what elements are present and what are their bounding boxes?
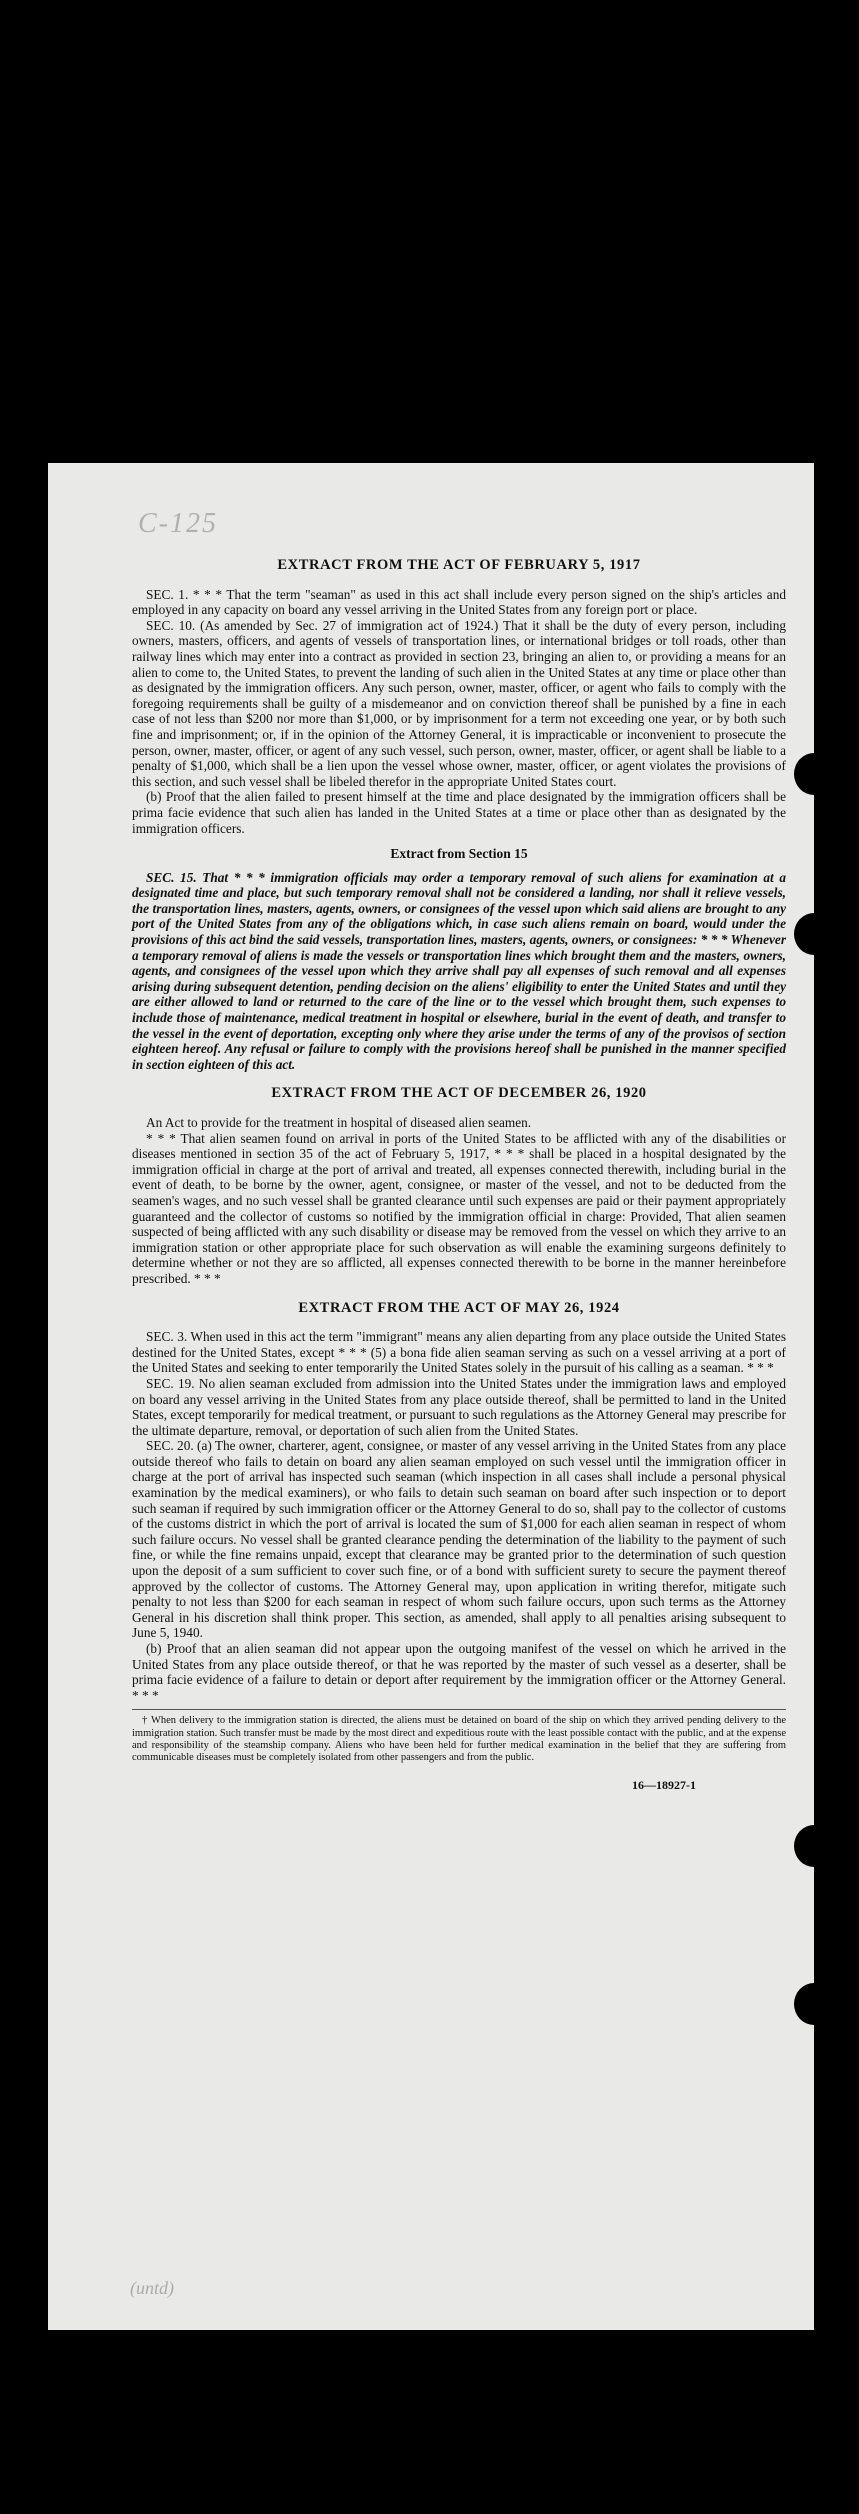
paragraph-sec-19: SEC. 19. No alien seaman excluded from admission into the United States under the immigration laws and employed on board any vessel arriving in the United States from any place outside thereof, shall be permitted to land in the United States, except temporarily for medical treatment, or pursuant to such regulations as the Attorney General may prescribe for the ultimate departure, removal, or deportation of such alien from the United States. (132, 1375, 786, 1438)
document-page (48, 463, 814, 2330)
footnote-text: † When delivery to the immigration station is directed, the aliens must be detained on board of the ship on which they arrived pending delivery to the immigration station. Such transfer must be made by the most direct and expeditious route with the least possible contact with the public, and at the expense and responsibility of the steamship company. Aliens who have been held for further medical examination in the belief that they are suffering from communicable diseases must be completely isolated from other passengers and from the public. (132, 1715, 786, 1763)
paragraph-sec-20-a: SEC. 20. (a) The owner, charterer, agent, consignee, or master of any vessel arriving in the United States from any place outside thereof who fails to detain on board any alien seaman employed on such vessel until the immigration officer in charge at the port of arrival has inspected such seaman (which inspection in all cases shall include a personal physical examination by the medical examiners), or who fails to detain such seaman on board after such inspection or to deport such seaman if required by such immigration officer or the Attorney General to do so, shall pay to the collector of customs of the customs district in which the port of arrival is located the sum of $1,000 for each alien seaman in respect of whom such failure occurs. No vessel shall be granted clearance pending the determination of the liability to the payment of such fine, or while the fine remains unpaid, except that clearance may be granted prior to the determination of such question upon the deposit of a sum sufficient to cover such fine, or of a bond with sufficient surety to secure the payment thereof approved by the collector of customs. The Attorney General may, upon application in writing therefor, mitigate such penalty to not less than $200 for each seaman in respect of whom such failure occurs, upon such terms as the Attorney General in his discretion shall think proper. This section, as amended, shall apply to all penalties arising subsequent to June 5, 1940. (132, 1438, 786, 1641)
subheading-section-15: Extract from Section 15 (390, 846, 528, 862)
paragraph-sec-3: SEC. 3. When used in this act the term "immigrant" means any alien departing from any place outside the United States destined for the United States, except * * * (5) a bona fide alien seaman serving as such on a vessel arriving at a port of the United States and seeking to enter temporarily the United States solely in the pursuit of his calling as a seaman. * * * (132, 1329, 786, 1376)
section-heading-1917: EXTRACT FROM THE ACT OF FEBRUARY 5, 1917 (277, 557, 641, 573)
footnote (132, 1709, 786, 1764)
paragraph-act-title-1920: An Act to provide for the treatment in hospital of diseased alien seamen. (146, 1115, 532, 1130)
paragraph-sec-15: SEC. 15. That * * * immigration officials may order a temporary removal of such aliens for examination at a designated time and place, but such temporary removal shall not be considered a landing, nor shall it relieve vessels, the transportation lines, masters, agents, owners, or consignees of the vessel upon which said aliens are brought to any port of the United States from any of the obligations which, in case such aliens remain on board, would under the provisions of this act bind the said vessels, transportation lines, masters, agents, owners, or consignees: * * * Whenever a temporary removal of aliens is made the vessels or transportation lines which brought them and the masters, owners, agents, and consignees of the vessel upon which they arrive shall pay all expenses of such removal and all expenses arising during subsequent detention, pending decision on the aliens' eligibility to enter the United States and until they are either allowed to land or returned to the care of the line or to the vessel which brought them, such expenses to include those of maintenance, medical treatment in hospital or elsewhere, burial in the event of death, and transfer to the vessel in the event of deportation, excepting only where they arise under the terms of any of the provisos of section eighteen hereof. Any refusal or failure to comply with the provisions hereof shall be punished in the manner specified in section eighteen of this act. (132, 869, 786, 1072)
paragraph-1920-body: * * * That alien seamen found on arrival in ports of the United States to be afflicted with any of the disabilities or diseases mentioned in section 35 of the act of February 5, 1917, * * * shall be placed in a hospital designated by the immigration official in charge at the port of arrival and treated, all expenses connected therewith, including burial in the event of death, to be borne by the owner, agent, consignee, or master of the vessel, and not to be deducted from the seamen's wages, and no such vessel shall be granted clearance until such expenses are paid or their payment appropriately guaranteed and the collector of customs so notified by the immigration official in charge: Provided, That alien seamen suspected of being afflicted with any such disability or disease may be removed from the vessel on which they arrive to an immigration station or other appropriate place for such observation as will enable the examining surgeons definitely to determine whether or not they are so afflicted, all expenses connected therewith to be borne in the manner hereinbefore prescribed. * * * (132, 1130, 786, 1286)
document-body (132, 558, 786, 1794)
punch-hole (794, 1983, 814, 2025)
handwritten-mark: C-125 (138, 508, 218, 539)
section-heading-1924: EXTRACT FROM THE ACT OF MAY 26, 1924 (298, 1299, 620, 1316)
form-number: 16—18927-1 (632, 1778, 696, 1793)
paragraph-sec-10-b: (b) Proof that the alien failed to present himself at the time and place designated by the immigration officers shall be prima facie evidence that such alien has landed in the United States at a time or place other than as designated by the immigration officers. (132, 789, 786, 836)
pencil-mark: (untd) (130, 2278, 174, 2298)
section-heading-1920: EXTRACT FROM THE ACT OF DECEMBER 26, 1920 (271, 1085, 647, 1102)
punch-hole (794, 753, 814, 795)
paragraph-sec-20-b: (b) Proof that an alien seaman did not appear upon the outgoing manifest of the vessel on which he arrived in the United States from any place outside thereof, or that he was reported by the master of such vessel as a deserter, shall be prima facie evidence of a failure to detain or deport after requirement by the immigration officer or the Attorney General. * * * (132, 1641, 786, 1703)
punch-hole (794, 1825, 814, 1867)
paragraph-sec-1: SEC. 1. * * * That the term "seaman" as used in this act shall include every person signed on the ship's articles and employed in any capacity on board any vessel arriving in the United States from any foreign port or place. (132, 586, 786, 618)
paragraph-sec-10: SEC. 10. (As amended by Sec. 27 of immigration act of 1924.) That it shall be the duty of every person, including owners, masters, officers, and agents of vessels of transportation lines, or international bridges or toll roads, other than railway lines which may enter into a contract as provided in section 23, bringing an alien to, or providing a means for an alien to come to, the United States, to prevent the landing of such alien in the United States at any time or place other than as designated by the immigration officers. Any such person, owner, master, officer, or agent who fails to comply with the foregoing requirements shall be guilty of a misdemeanor and on conviction thereof shall be punished by a fine in each case of not less than $200 nor more than $1,000, or by imprisonment for a term not exceeding one year, or by both such fine and imprisonment; or, if in the opinion of the Attorney General, it is impracticable or inconvenient to prosecute the person, owner, master, officer, or agent of any such vessel, such person, owner, master, officer, or agent shall be liable to a penalty of $1,000, which shall be a lien upon the vessel whose owner, master, officer, or agent violates the provisions of this section, and such vessel shall be libeled therefor in the appropriate United States court. (132, 617, 786, 789)
punch-hole (794, 913, 814, 955)
